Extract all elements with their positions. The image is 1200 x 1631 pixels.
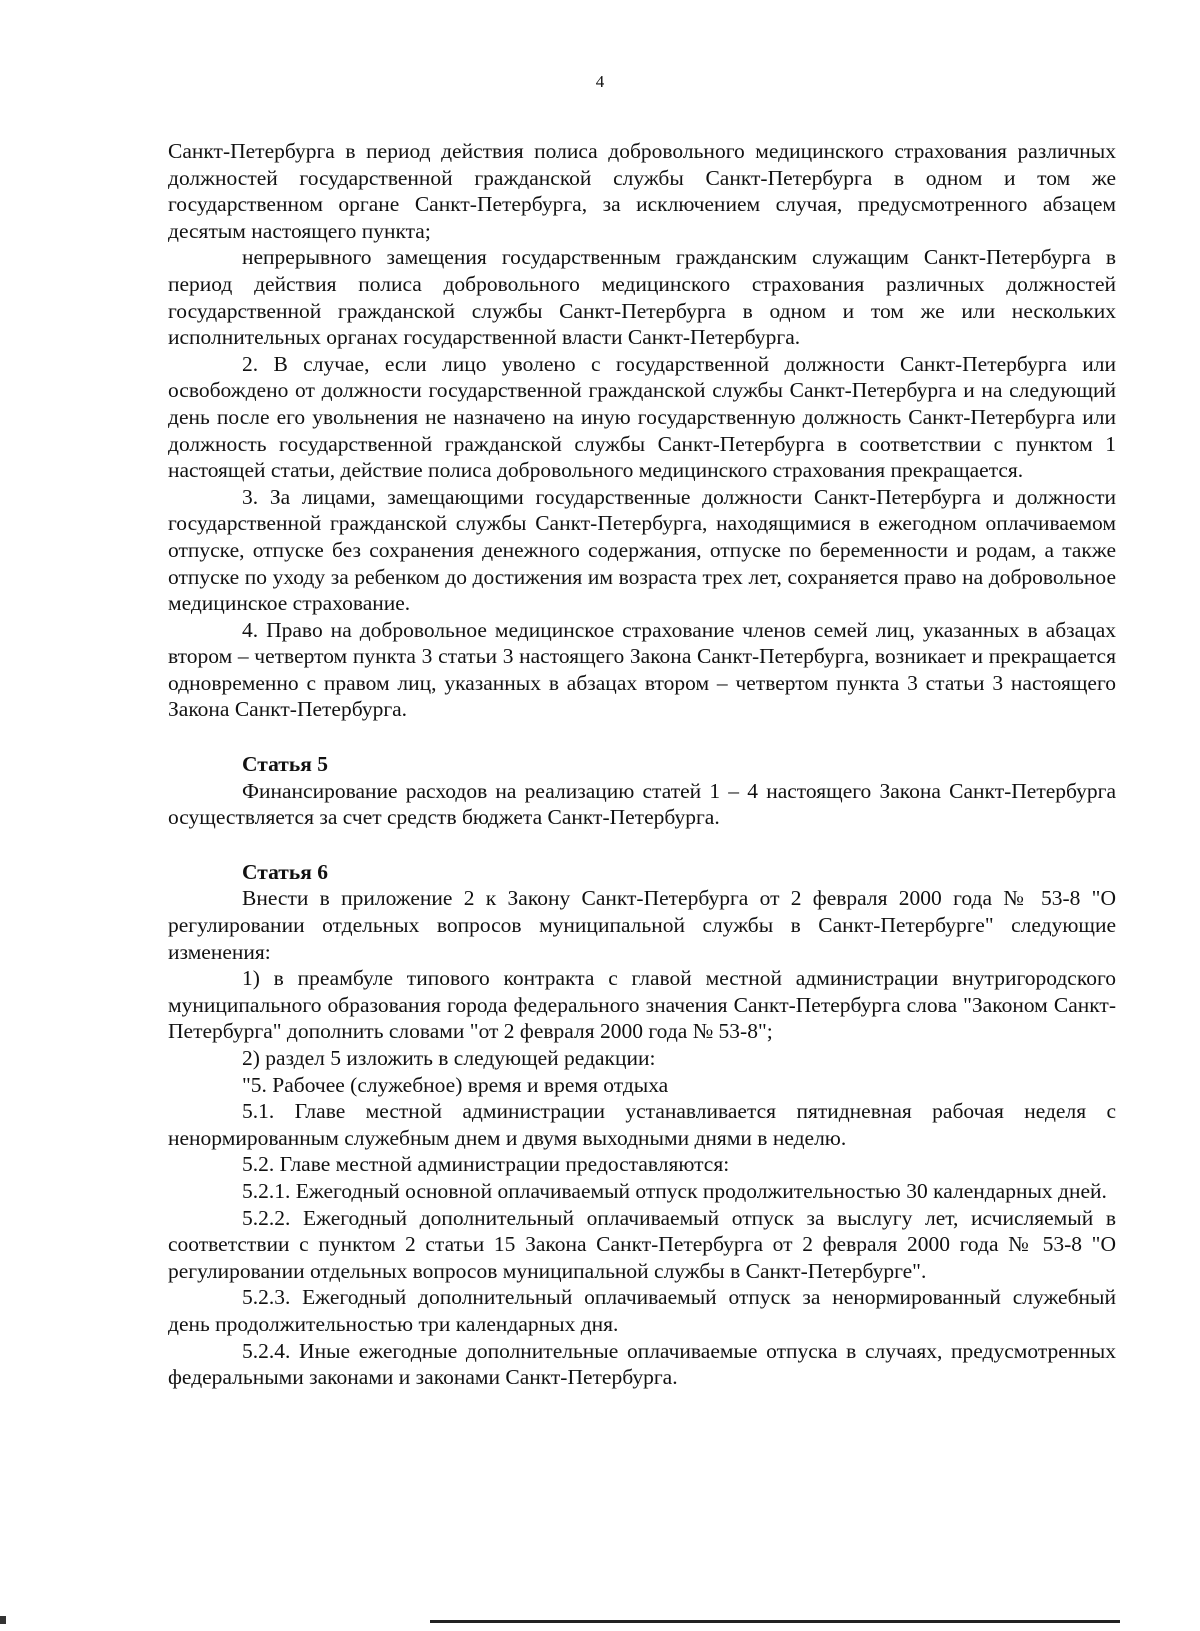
spacer: [168, 723, 1116, 751]
paragraph: непрерывного замещения государственным гражданским служащим Санкт-Петербурга в период действия полиса добровольного медицинского страхования различных должностей государственной гражданской службы Санкт-Петербурга в одном и том же или нескольких исполнительных органах государственной власти Санкт-Петербурга.: [168, 245, 1116, 350]
article-6-paragraph: 1) в преамбуле типового контракта с главой местной администрации внутригородского муниципального образования города федерального значения Санкт-Петербурга слова "Законом Санкт-Петербурга" дополнить словами "от 2 февраля 2000 года № 53-8";: [168, 966, 1116, 1044]
paragraph: Санкт-Петербурга в период действия полиса добровольного медицинского страхования различных должностей государственной гражданской службы Санкт-Петербурга в одном и том же государственном органе Санкт-Петербурга, за исключением случая, предусмотренного абзацем десятым настоящего пункта;: [168, 139, 1116, 243]
bottom-rule: [430, 1620, 1120, 1623]
paragraph: 2. В случае, если лицо уволено с государственной должности Санкт-Петербурга или освобождено от должности государственной гражданской службы Санкт-Петербурга и на следующий день после его увольнения не назначено на иную государственную должность Санкт-Петербурга или должность государственной гражданской службы Санкт-Петербурга в соответствии с пунктом 1 настоящей статьи, действие полиса добровольного медицинского страхования прекращается.: [168, 351, 1116, 483]
article-6-paragraph: 5.2.4. Иные ежегодные дополнительные оплачиваемые отпуска в случаях, предусмотренных федеральными законами и законами Санкт-Петербурга.: [168, 1338, 1116, 1390]
article-6-paragraph: Внести в приложение 2 к Закону Санкт-Петербурга от 2 февраля 2000 года № 53-8 "О регулировании отдельных вопросов муниципальной службы в Санкт-Петербурге" следующие изменения:: [168, 886, 1116, 964]
article-5-heading: Статья 5: [242, 752, 328, 777]
article-5-text: Финансирование расходов на реализацию статей 1 – 4 настоящего Закона Санкт-Петербурга осуществляется за счет средств бюджета Санкт-Петербурга.: [168, 778, 1116, 830]
article-6-paragraph: 5.2.1. Ежегодный основной оплачиваемый отпуск продолжительностью 30 календарных дней.: [242, 1178, 1107, 1203]
article-6-paragraph: 2) раздел 5 изложить в следующей редакции:: [242, 1046, 656, 1070]
document-body: [168, 138, 1116, 1391]
article-6-paragraph: 5.1. Главе местной администрации устанавливается пятидневная рабочая неделя с ненормированным служебным днем и двумя выходными днями в неделю.: [168, 1099, 1116, 1150]
page-number: 4: [595, 72, 605, 91]
paragraph: 3. За лицами, замещающими государственные должности Санкт-Петербурга и должности государственной гражданской службы Санкт-Петербурга, находящимися в ежегодном оплачиваемом отпуске, отпуске без сохранения денежного содержания, отпуске по беременности и родам, а также отпуске по уходу за ребенком до достижения им возраста трех лет, сохраняется право на добровольное медицинское страхование.: [168, 484, 1116, 616]
article-6-paragraph: 5.2.3. Ежегодный дополнительный оплачиваемый отпуск за ненормированный служебный день продолжительностью три календарных дня.: [168, 1285, 1116, 1336]
article-6-heading: Статья 6: [242, 859, 328, 884]
paragraph: 4. Право на добровольное медицинское страхование членов семей лиц, указанных в абзацах втором – четвертом пункта 3 статьи 3 настоящего Закона Санкт-Петербурга, возникает и прекращается одновременно с правом лиц, указанных в абзацах втором – четвертом пункта 3 статьи 3 настоящего Закона Санкт-Петербурга.: [168, 617, 1116, 722]
scan-edge-mark: [0, 1616, 6, 1624]
article-6-paragraph: "5. Рабочее (служебное) время и время отдыха: [242, 1072, 669, 1097]
spacer: [168, 831, 1116, 859]
article-6-paragraph: 5.2. Главе местной администрации предоставляются:: [242, 1152, 730, 1177]
article-6-paragraph: 5.2.2. Ежегодный дополнительный оплачиваемый отпуск за выслугу лет, исчисляемый в соответствии с пунктом 2 статьи 15 Закона Санкт-Петербурга от 2 февраля 2000 года № 53-8 "О регулировании отдельных вопросов муниципальной службы в Санкт-Петербурге".: [168, 1205, 1116, 1283]
